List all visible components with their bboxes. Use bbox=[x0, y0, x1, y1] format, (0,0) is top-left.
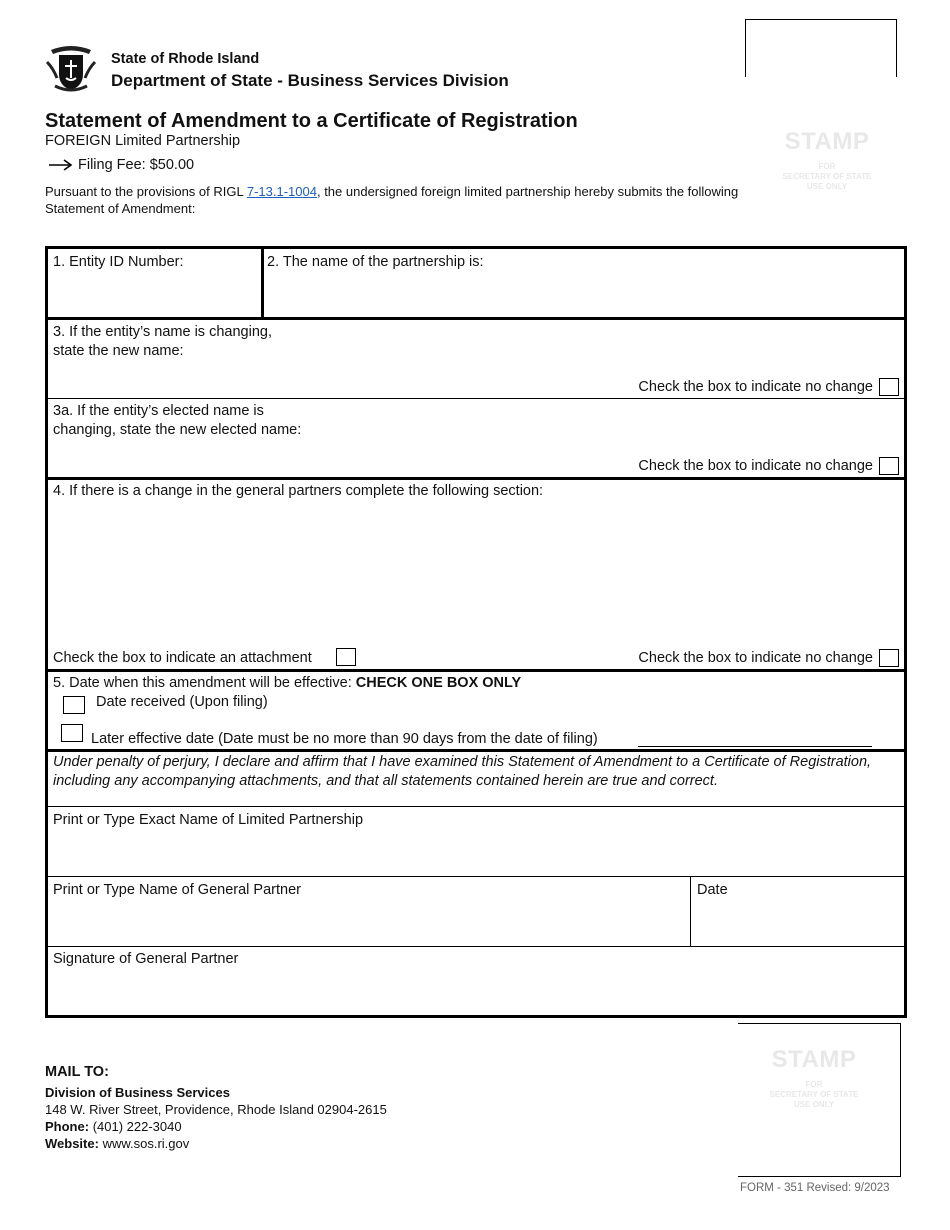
rigl-link[interactable]: 7-13.1-1004 bbox=[246, 184, 317, 199]
partnership-name-field[interactable] bbox=[267, 275, 897, 315]
stamp-line: USE ONLY bbox=[793, 1100, 835, 1109]
divider bbox=[48, 477, 904, 480]
entity-id-label: 1. Entity ID Number: bbox=[53, 254, 184, 270]
mailing-address bbox=[45, 1084, 387, 1152]
division-name: Division of Business Services bbox=[45, 1085, 230, 1100]
signature-label: Signature of General Partner bbox=[53, 951, 239, 967]
attachment-label: Check the box to indicate an attachment bbox=[53, 650, 312, 666]
rhode-island-seal-icon bbox=[45, 44, 97, 94]
stamp-watermark-bottom bbox=[738, 1046, 890, 1110]
divider bbox=[261, 249, 264, 318]
perjury-statement: Under penalty of perjury, I declare and affirm that I have examined this Statement of Amendment to a Certificate of Registration, including any accompanying attachments, and that all statements contained herein are true and correct. bbox=[53, 754, 872, 789]
lp-name-label: Print or Type Exact Name of Limited Partnership bbox=[53, 812, 364, 828]
stamp-title: STAMP bbox=[784, 128, 870, 155]
filing-fee bbox=[45, 157, 194, 173]
mail-to-heading: MAIL TO: bbox=[45, 1064, 109, 1080]
date-label: Date bbox=[697, 882, 728, 898]
stamp-watermark-top bbox=[752, 128, 902, 192]
stamp-line: SECRETARY OF STATE bbox=[769, 1090, 859, 1099]
divider bbox=[48, 669, 904, 672]
divider bbox=[48, 749, 904, 752]
phone-label: Phone: bbox=[45, 1119, 90, 1134]
later-date-line[interactable] bbox=[638, 746, 872, 747]
new-name-label bbox=[53, 323, 272, 361]
partnership-name-label: 2. The name of the partnership is: bbox=[267, 254, 484, 270]
date-field[interactable] bbox=[697, 903, 897, 943]
entity-id-field[interactable] bbox=[53, 275, 258, 315]
stamp-box-top bbox=[745, 19, 897, 77]
website-label: Website: bbox=[45, 1136, 99, 1151]
divider bbox=[48, 398, 904, 399]
preamble-text-end: , the undersigned foreign limited partnership hereby submits the following Statement of Amendment: bbox=[45, 184, 739, 216]
filing-fee-text: Filing Fee: $50.00 bbox=[78, 157, 195, 173]
signature-field[interactable] bbox=[53, 972, 898, 1012]
general-partners-label: 4. If there is a change in the general partners complete the following section: bbox=[53, 483, 544, 499]
form-code: FORM - 351 Revised: 9/2023 bbox=[740, 1182, 890, 1194]
effective-date-instruction: CHECK ONE BOX ONLY bbox=[355, 675, 522, 691]
amendment-form bbox=[45, 246, 907, 1018]
divider bbox=[48, 946, 904, 947]
divider bbox=[690, 876, 691, 946]
later-date-checkbox[interactable] bbox=[61, 724, 83, 742]
elected-name-field[interactable] bbox=[348, 402, 898, 452]
no-change-label: Check the box to indicate no change bbox=[638, 650, 873, 666]
new-name-label-line: state the new name: bbox=[53, 343, 184, 359]
new-name-field[interactable] bbox=[348, 323, 898, 373]
effective-date-label bbox=[53, 674, 521, 693]
elected-name-label-line: 3a. If the entity’s elected name is bbox=[53, 403, 264, 419]
department-name: Department of State - Business Services Division bbox=[111, 71, 509, 90]
lp-name-field[interactable] bbox=[53, 833, 898, 873]
partners-no-change-checkbox[interactable] bbox=[879, 649, 899, 667]
phone-number: (401) 222-3040 bbox=[92, 1119, 182, 1134]
new-name-label-line: 3. If the entity’s name is changing, bbox=[53, 324, 272, 340]
elected-name-no-change-checkbox[interactable] bbox=[879, 457, 899, 475]
stamp-line: SECRETARY OF STATE bbox=[782, 172, 872, 181]
divider bbox=[48, 806, 904, 807]
new-name-no-change-checkbox[interactable] bbox=[879, 378, 899, 396]
state-name: State of Rhode Island bbox=[111, 51, 260, 67]
attachment-checkbox[interactable] bbox=[336, 648, 356, 666]
no-change-label: Check the box to indicate no change bbox=[638, 458, 873, 474]
general-partners-field[interactable] bbox=[53, 505, 898, 645]
gp-name-label: Print or Type Name of General Partner bbox=[53, 882, 301, 898]
date-received-checkbox[interactable] bbox=[63, 696, 85, 714]
form-title: Statement of Amendment to a Certificate of Registration bbox=[45, 110, 578, 132]
stamp-line: USE ONLY bbox=[806, 182, 848, 191]
arrow-right-icon bbox=[48, 159, 74, 171]
elected-name-label-line: changing, state the new elected name: bbox=[53, 422, 302, 438]
divider bbox=[48, 317, 904, 320]
website-url[interactable]: www.sos.ri.gov bbox=[102, 1136, 190, 1151]
stamp-line: FOR bbox=[818, 162, 836, 171]
later-date-label: Later effective date (Date must be no more than 90 days from the date of filing) bbox=[91, 731, 598, 747]
preamble bbox=[45, 183, 745, 217]
no-change-label: Check the box to indicate no change bbox=[638, 379, 873, 395]
elected-name-label bbox=[53, 402, 301, 440]
effective-date-label-text: 5. Date when this amendment will be effective: bbox=[53, 675, 356, 691]
gp-name-field[interactable] bbox=[53, 903, 683, 943]
form-subtitle: FOREIGN Limited Partnership bbox=[45, 133, 241, 149]
stamp-title: STAMP bbox=[771, 1046, 857, 1073]
preamble-text-start: Pursuant to the provisions of RIGL bbox=[45, 184, 247, 199]
date-received-label: Date received (Upon filing) bbox=[96, 694, 268, 710]
divider bbox=[48, 876, 904, 877]
street-address: 148 W. River Street, Providence, Rhode Island 02904-2615 bbox=[45, 1102, 387, 1117]
stamp-line: FOR bbox=[805, 1080, 823, 1089]
